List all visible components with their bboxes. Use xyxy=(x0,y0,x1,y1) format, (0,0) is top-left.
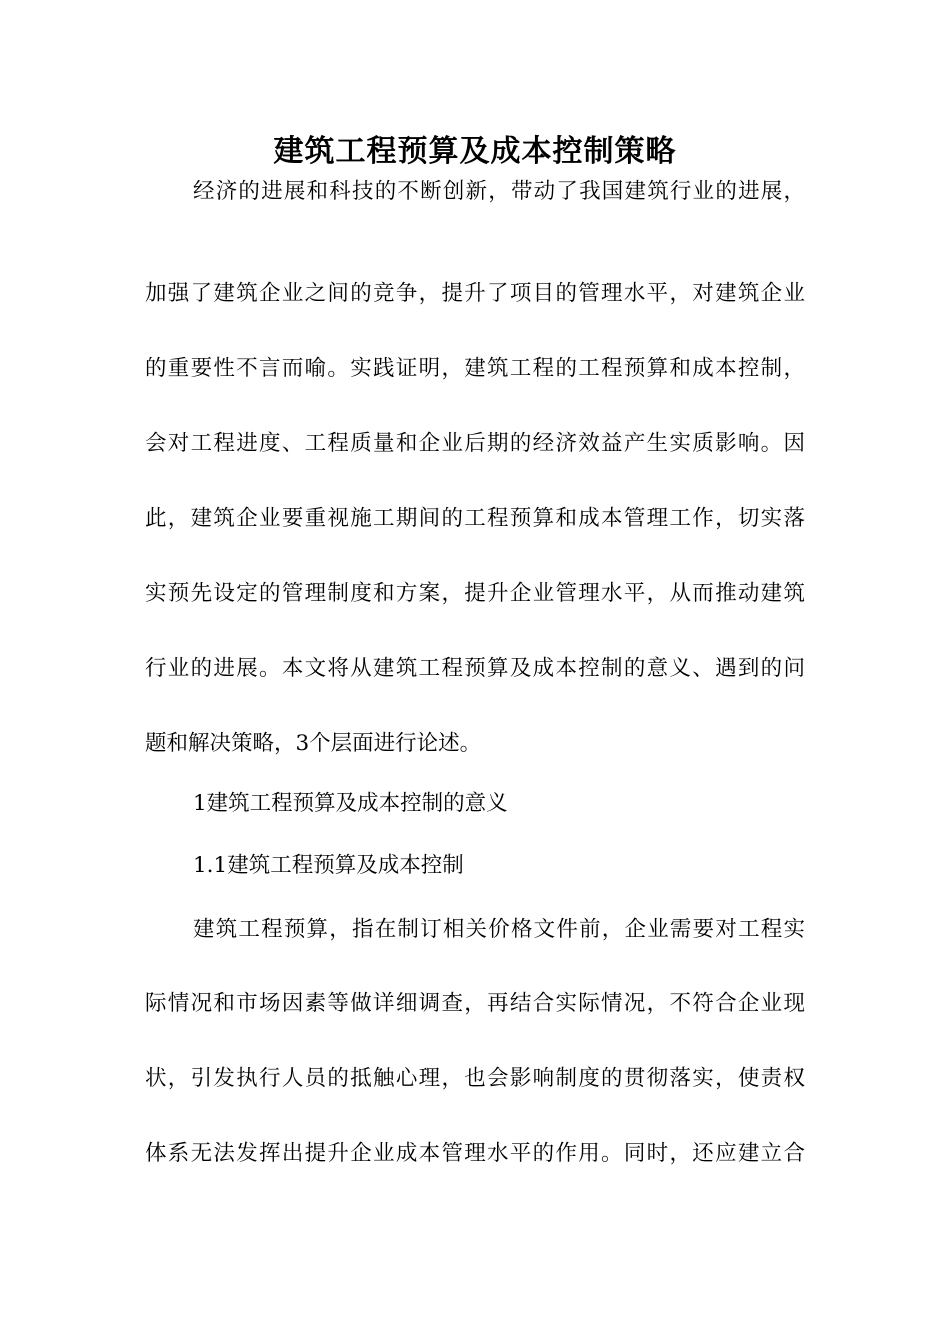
paragraph-line: 建筑工程预算，指在制订相关价格文件前，企业需要对工程实 xyxy=(193,917,805,942)
paragraph-line: 加强了建筑企业之间的竞争，提升了项目的管理水平，对建筑企业 xyxy=(145,281,805,306)
document-title: 建筑工程预算及成本控制策略 xyxy=(273,134,677,169)
subsection-heading: 1.1建筑工程预算及成本控制 xyxy=(193,853,464,878)
paragraph-line: 的重要性不言而喻。实践证明，建筑工程的工程预算和成本控制， xyxy=(145,356,805,381)
paragraph-line: 会对工程进度、工程质量和企业后期的经济效益产生实质影响。因 xyxy=(145,431,805,456)
paragraph-line: 实预先设定的管理制度和方案，提升企业管理水平，从而推动建筑 xyxy=(145,581,805,606)
paragraph-line: 此，建筑企业要重视施工期间的工程预算和成本管理工作，切实落 xyxy=(145,506,805,531)
paragraph-line: 行业的进展。本文将从建筑工程预算及成本控制的意义、遇到的问 xyxy=(145,656,805,681)
paragraph-line: 题和解决策略，3个层面进行论述。 xyxy=(145,731,482,756)
paragraph-line: 际情况和市场因素等做详细调查，再结合实际情况，不符合企业现 xyxy=(145,991,805,1016)
paragraph-line: 状，引发执行人员的抵触心理，也会影响制度的贯彻落实，使责权 xyxy=(145,1066,805,1091)
paragraph-line: 经济的进展和科技的不断创新，带动了我国建筑行业的进展， xyxy=(193,179,805,204)
section-heading: 1建筑工程预算及成本控制的意义 xyxy=(193,791,508,816)
paragraph-line: 体系无法发挥出提升企业成本管理水平的作用。同时，还应建立合 xyxy=(145,1141,805,1166)
